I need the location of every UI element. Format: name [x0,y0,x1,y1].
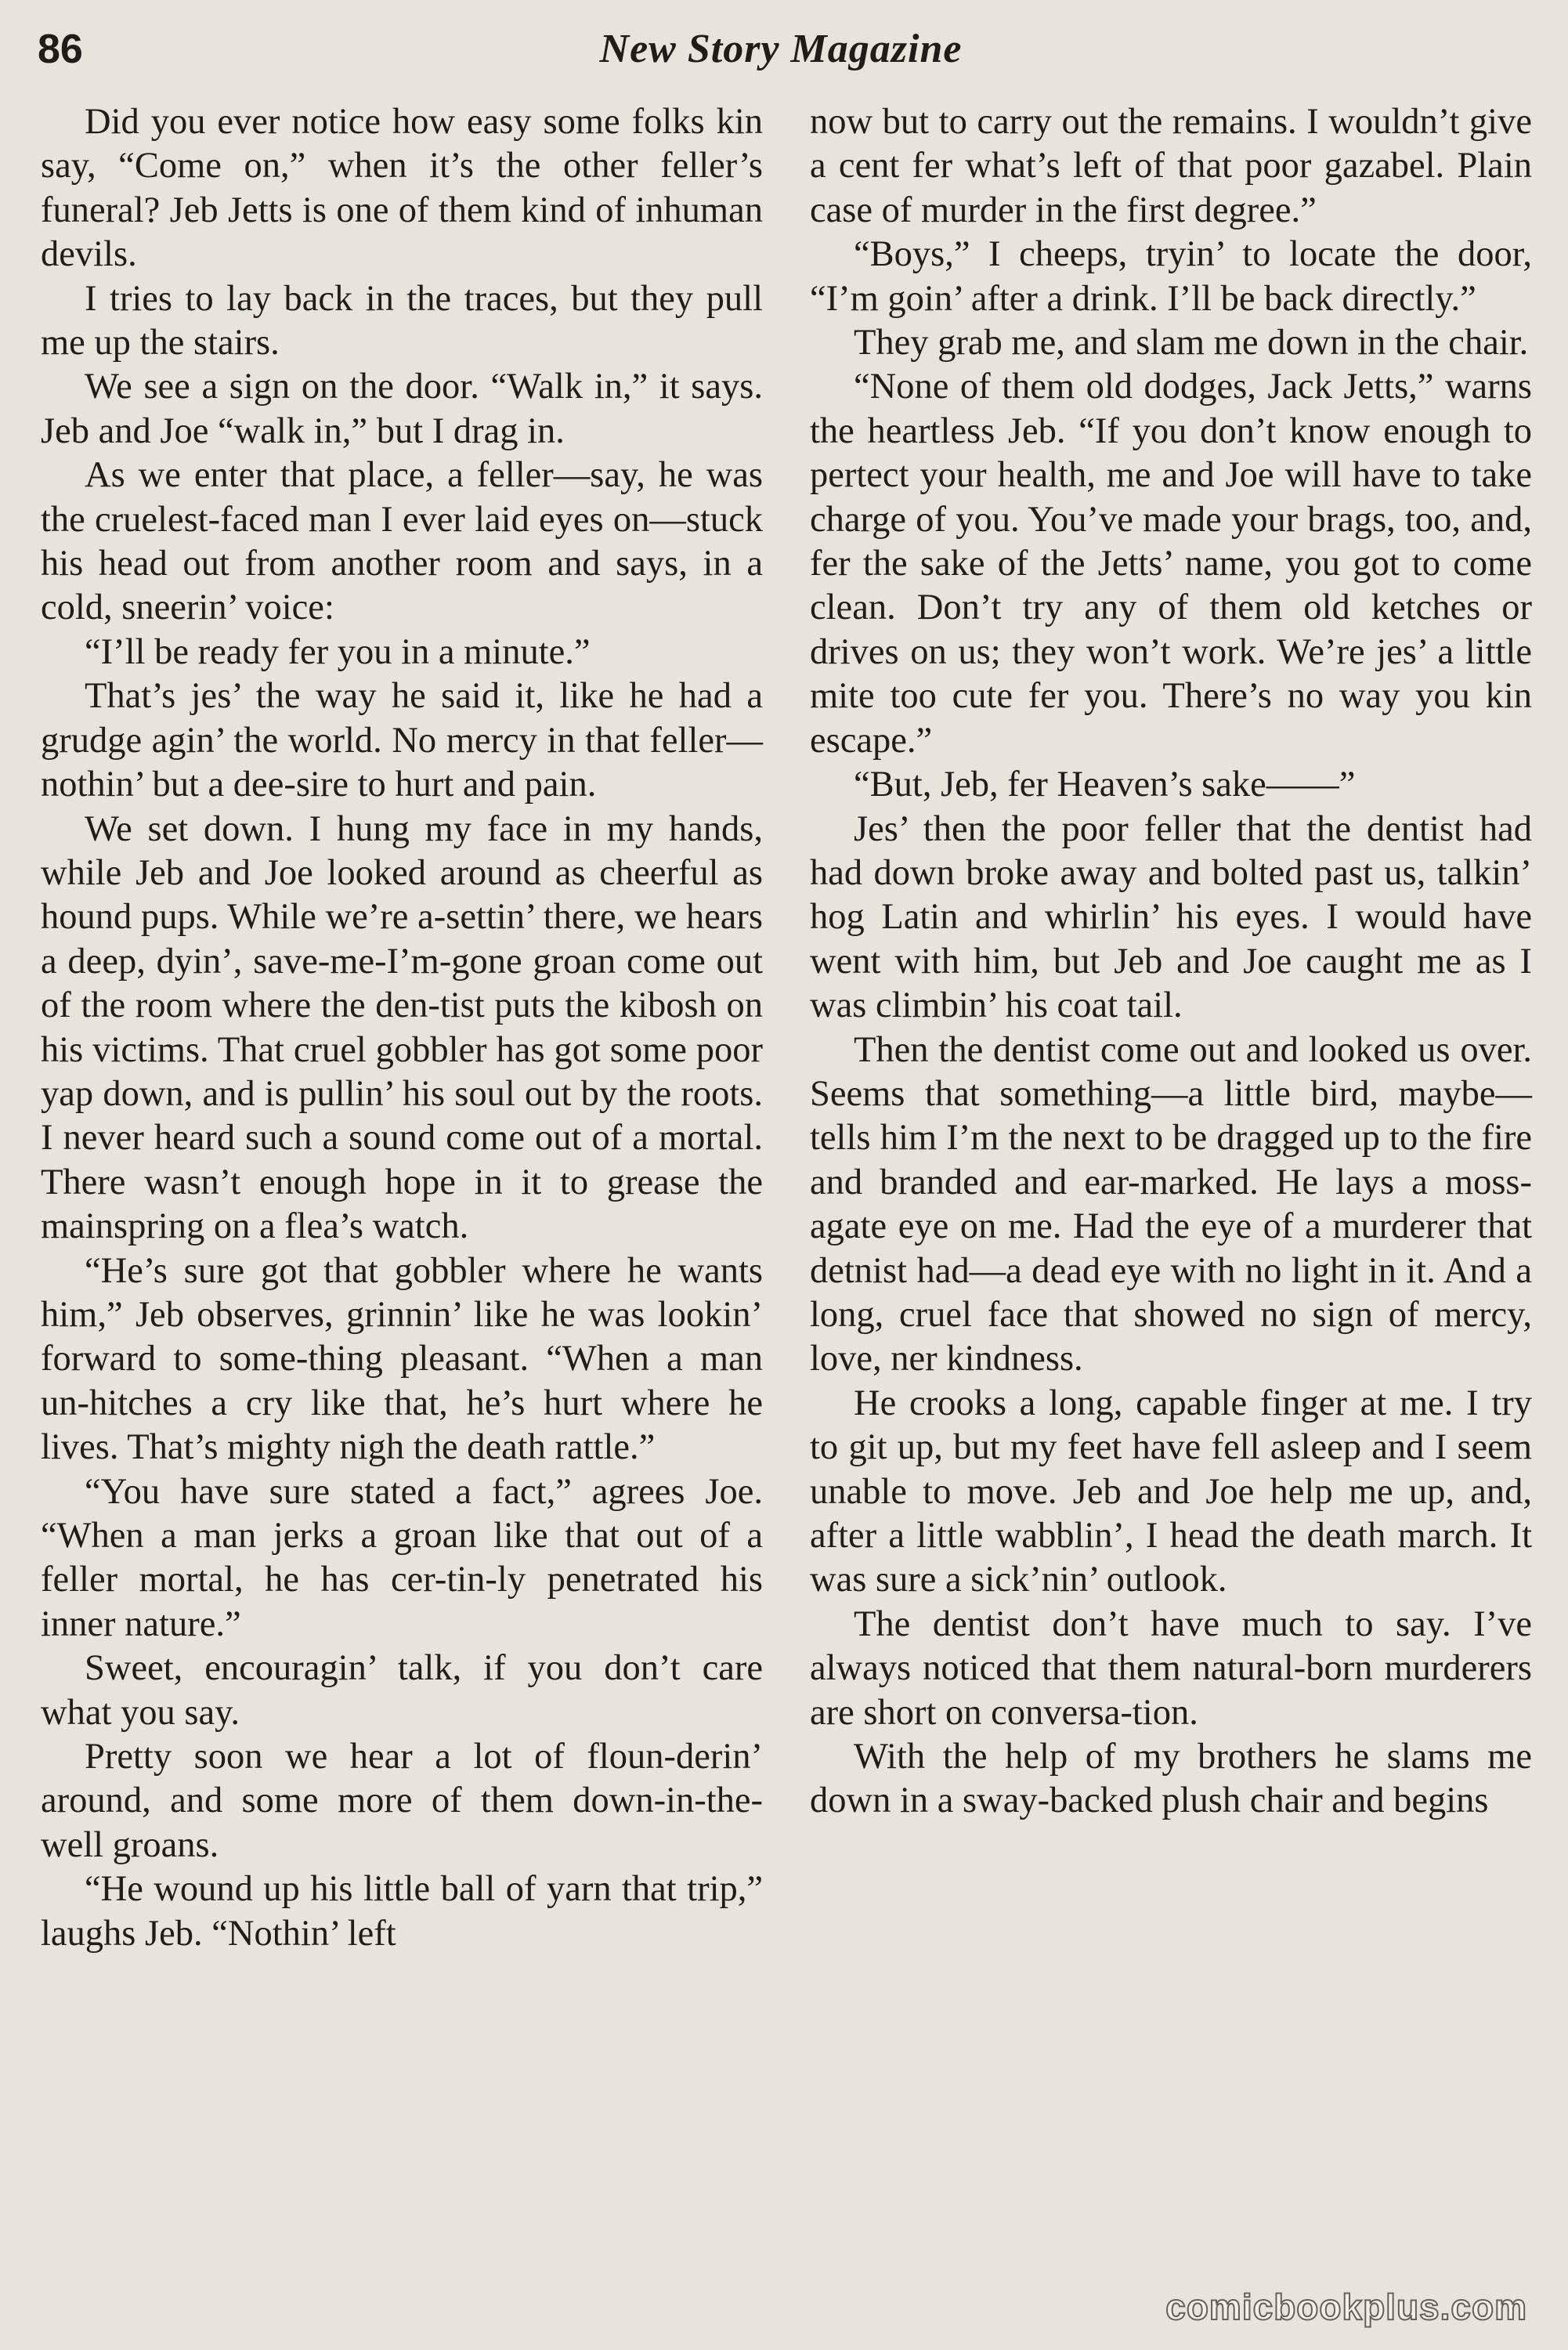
paragraph: “Boys,” I cheeps, tryin’ to locate the door, “I’m goin’ after a drink. I’ll be back directly.” [810,234,1532,319]
paragraph: “But, Jeb, fer Heaven’s sake——” [854,765,1356,805]
paragraph: I tries to lay back in the traces, but they pull me up the stairs. [41,278,763,363]
paragraph: “I’ll be ready fer you in a minute.” [85,631,591,672]
paragraph: We see a sign on the door. “Walk in,” it says. Jeb and Joe “walk in,” but I drag in. [41,367,763,451]
paragraph: “He’s sure got that gobbler where he wants him,” Jeb observes, grinnin’ like he was lookin’ forward to some-thing pleasant. “When a man un-hitches a cry like that, he’s hurt where he lives. That’s mighty nigh the death rattle.” [41,1250,763,1468]
page-number: 86 [38,27,83,72]
paragraph: “None of them old dodges, Jack Jetts,” warns the heartless Jeb. “If you don’t know enough to pertect your health, me and Joe will have to take charge of you. You’ve made your brags, too, and, fer the sake of the Jetts’ name, you got to come clean. Don’t try any of them old ketches or drives on us; they won’t work. We’re jes’ a little mite too cute fer you. There’s no way you kin escape.” [810,367,1532,761]
paragraph: Did you ever notice how easy some folks kin say, “Come on,” when it’s the other feller’s funeral? Jeb Jetts is one of them kind of inhuman devils. [41,102,763,275]
page-header [38,22,1524,77]
paragraph: “You have sure stated a fact,” agrees Joe. “When a man jerks a groan like that out of a feller mortal, he has cer-tin-ly penetrated his inner nature.” [41,1471,763,1644]
paragraph: He crooks a long, capable finger at me. I try to git up, but my feet have fell asleep and I seem unable to move. Jeb and Joe help me up, and, after a little wabblin’, I head the death march. It was sure a sick’nin’ outlook. [810,1383,1532,1600]
paragraph: That’s jes’ the way he said it, like he had a grudge agin’ the world. No mercy in that feller—nothin’ but a dee-sire to hurt and pain. [41,676,763,805]
magazine-title: New Story Magazine [599,27,963,71]
paragraph: With the help of my brothers he slams me down in a sway-backed plush chair and begins [810,1737,1532,1821]
paragraph: Then the dentist come out and looked us over. Seems that something—a little bird, maybe—tells him I’m the next to be dragged up to the fire and branded and ear-marked. He lays a moss-agate eye on me. Had the eye of a murderer that detnist had—a dead eye with no light in it. And a long, cruel face that showed no sign of mercy, love, ner kindness. [810,1029,1532,1379]
paragraph: Pretty soon we hear a lot of floun-derin’ around, and some more of them down-in-the-well groans. [41,1737,763,1865]
paragraph: The dentist don’t have much to say. I’ve always noticed that them natural-born murderers are short on conversa-tion. [810,1603,1532,1733]
paragraph: They grab me, and slam me down in the chair. [854,323,1529,363]
paragraph: We set down. I hung my face in my hands, while Jeb and Joe looked around as cheerful as hound pups. While we’re a-settin’ there, we hears a deep, dyin’, save-me-I’m-gone groan come out of the room where the den-tist puts the kibosh on his victims. That cruel gobbler has got some poor yap down, and is pullin’ his soul out by the roots. I never heard such a sound come out of a mortal. There wasn’t enough hope in it to grease the mainspring on a flea’s watch. [41,808,763,1247]
paragraph: Jes’ then the poor feller that the dentist had had down broke away and bolted past us, talkin’ hog Latin and whirlin’ his eyes. I would have went with him, but Jeb and Joe caught me as I was climbin’ his coat tail. [810,808,1532,1026]
paragraph: “He wound up his little ball of yarn that trip,” laughs Jeb. “Nothin’ left [41,1869,763,1954]
left-column [41,100,763,1956]
paragraph-continuation: now but to carry out the remains. I wouldn’t give a cent fer what’s left of that poor gazabel. Plain case of murder in the first degree.” [810,102,1532,230]
paragraph: Sweet, encouragin’ talk, if you don’t care what you say. [41,1648,763,1733]
watermark: comicbookplus.com [1165,2287,1527,2327]
paragraph: As we enter that place, a feller—say, he was the cruelest-faced man I ever laid eyes on—stuck his head out from another room and says, in a cold, sneerin’ voice: [41,455,763,628]
right-column [810,100,1532,1824]
